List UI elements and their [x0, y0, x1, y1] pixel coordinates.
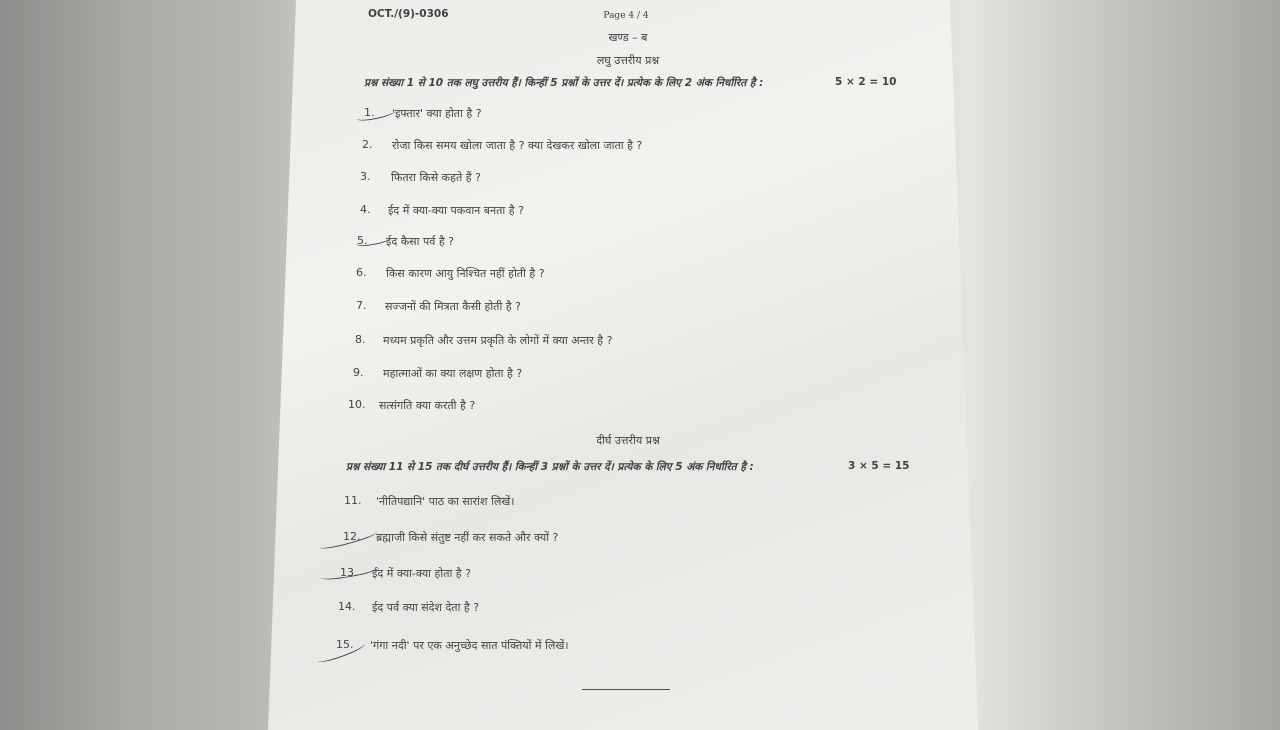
question-number: 11. [344, 494, 362, 507]
question-text: 'नीतिपद्यानि' पाठ का सारांश लिखें। [376, 495, 515, 508]
question-text: सज्जनों की मित्रता कैसी होती है ? [385, 300, 521, 313]
question-number: 6. [356, 266, 367, 279]
question-text: 'गंगा नदी' पर एक अनुच्छेद सात पंक्तियों में लिखें। [370, 639, 569, 652]
question-text: फितरा किसे कहते हैं ? [391, 171, 481, 184]
short-marks: 5 × 2 = 10 [835, 76, 897, 88]
question-text: ईद पर्व क्या संदेश देता है ? [372, 601, 480, 614]
question-number: 12. [343, 530, 361, 543]
question-text: किस कारण आयु निश्चित नहीं होती है ? [386, 267, 545, 280]
long-instruction: प्रश्न संख्या 11 से 15 तक दीर्घ उत्तरीय हैं। किन्हीं 3 प्रश्नों के उत्तर दें। प्रत्येक के लिए 5 अंक निर्धारित है : [346, 461, 754, 473]
question-number: 3. [360, 170, 371, 183]
question-text: ईद में क्या-क्या पकवान बनता है ? [388, 204, 524, 217]
section-title: खण्ड – ब [608, 31, 648, 44]
question-number: 8. [355, 333, 366, 346]
question-text: ब्रह्माजी किसे संतुष्ट नहीं कर सकते और क्यों ? [376, 531, 559, 544]
question-number: 5. [357, 234, 368, 247]
page-number: Page 4 / 4 [603, 11, 649, 21]
question-number: 7. [356, 299, 367, 312]
question-number: 13. [340, 566, 358, 579]
long-answer-heading: दीर्घ उत्तरीय प्रश्न [596, 434, 660, 447]
question-text: मध्यम प्रकृति और उत्तम प्रकृति के लोगों में क्या अन्तर है ? [383, 334, 613, 347]
question-number: 4. [360, 203, 371, 216]
question-text: ईद कैसा पर्व है ? [386, 235, 455, 248]
question-number: 2. [362, 138, 373, 151]
question-number: 1. [364, 106, 375, 119]
question-number: 15. [336, 638, 354, 651]
long-marks: 3 × 5 = 15 [848, 460, 910, 472]
question-number: 10. [348, 398, 366, 411]
question-text: ईद में क्या-क्या होता है ? [372, 567, 471, 580]
question-text: महात्माओं का क्या लक्षण होता है ? [383, 367, 523, 380]
question-text: सत्संगति क्या करती है ? [379, 399, 476, 412]
question-number: 9. [353, 366, 364, 379]
paper-code: OCT./(9)-0306 [368, 8, 449, 20]
question-text: 'इफ्तार' क्या होता है ? [392, 107, 482, 120]
question-number: 14. [338, 600, 356, 613]
short-answer-heading: लघु उत्तरीय प्रश्न [596, 54, 660, 67]
short-instruction: प्रश्न संख्या 1 से 10 तक लघु उत्तरीय हैं। किन्हीं 5 प्रश्नों के उत्तर दें। प्रत्येक के लिए 2 अंक निर्धारित है : [364, 77, 764, 89]
question-text: रोजा किस समय खोला जाता है ? क्या देखकर खोला जाता है ? [392, 139, 643, 152]
end-rule [582, 689, 670, 690]
